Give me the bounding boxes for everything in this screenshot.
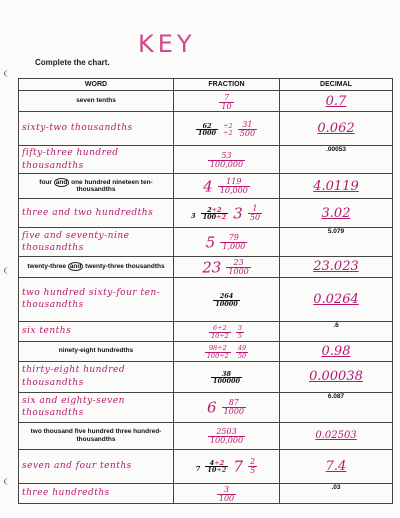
binder-hole-mark [4, 478, 14, 485]
fraction-cell: 23 $\frac{23}{1000}$ [174, 257, 280, 278]
word-cell: ninety-eight hundredths [19, 341, 174, 361]
page-title: KEY [138, 30, 196, 58]
binder-hole-mark [4, 267, 14, 274]
fraction-cell: $\frac{264}{10000}$ [174, 277, 280, 321]
table-row [19, 146, 393, 174]
fraction-cell: $\frac{98\div 2}{100\div 2}$ $\frac{49}{50}$ [174, 341, 280, 361]
word-cell: three hundredths [19, 483, 174, 503]
decimal-cell: 0.02503 [280, 422, 393, 449]
word-cell: six tenths [19, 321, 174, 341]
table-row [19, 449, 393, 483]
word-cell: twenty-three and twenty-three thousandths [19, 257, 174, 278]
binder-hole-mark [4, 70, 14, 77]
table-row [19, 257, 393, 278]
fraction-cell: 5 $\frac{79}{1,000}$ [174, 228, 280, 257]
decimal-cell: .6 [280, 321, 393, 341]
table-row [19, 174, 393, 199]
header-word: WORD [19, 79, 174, 91]
table-row [19, 91, 393, 112]
decimal-cell: 4.0119 [280, 174, 393, 199]
table-row [19, 112, 393, 146]
fraction-cell: $\frac{53}{100,000}$ [174, 146, 280, 174]
table-row [19, 199, 393, 228]
table-row [19, 228, 393, 257]
decimal-cell: 0.00038 [280, 361, 393, 392]
fraction-cell: $\frac{6\div 2}{10\div 2}$ $\frac{3}{5}$ [174, 321, 280, 341]
word-cell: two hundred sixty-four ten-thousandths [19, 277, 174, 321]
fraction-cell: $\frac{7}{10}$ [174, 91, 280, 112]
table-row [19, 341, 393, 361]
word-cell: six and eighty-seven thousandths [19, 392, 174, 422]
fraction-cell: 7 $\frac{4\div 2}{10\div 2}$ 7 $\frac{2}{5}$ [174, 449, 280, 483]
conversion-chart [18, 78, 393, 504]
instructions: Complete the chart. [35, 58, 110, 67]
table-row [19, 483, 393, 503]
fraction-cell: $\frac{3}{100}$ [174, 483, 280, 503]
fraction-cell: $\frac{38}{100000}$ [174, 361, 280, 392]
decimal-cell: 0.7 [280, 91, 393, 112]
decimal-cell: 3.02 [280, 199, 393, 228]
word-cell: four and one hundred nineteen ten-thousandths [19, 174, 174, 199]
decimal-cell: 0.062 [280, 112, 393, 146]
table-row [19, 422, 393, 449]
decimal-cell: 0.98 [280, 341, 393, 361]
header-row [19, 79, 393, 91]
fraction-cell: 4 $\frac{119}{10,000}$ [174, 174, 280, 199]
table-row [19, 361, 393, 392]
word-cell: seven tenths [19, 91, 174, 112]
fraction-cell: $\frac{62}{1000}$ ÷2 ÷2 $\frac{31}{500}$ [174, 112, 280, 146]
table-row [19, 277, 393, 321]
decimal-cell: 5.079 [280, 228, 393, 257]
decimal-cell: 23.023 [280, 257, 393, 278]
header-decimal: DECIMAL [280, 79, 393, 91]
fraction-cell: $\frac{2503}{100,000}$ [174, 422, 280, 449]
decimal-cell: 0.0264 [280, 277, 393, 321]
fraction-cell: 3 $\frac{2\div 2}{100\div 2}$ 3 $\frac{1}{50}$ [174, 199, 280, 228]
word-cell: fifty-three hundred thousandths [19, 146, 174, 174]
word-cell: five and seventy-nine thousandths [19, 228, 174, 257]
word-cell: two thousand five hundred three hundred-thousandths [19, 422, 174, 449]
decimal-cell: .03 [280, 483, 393, 503]
word-cell: thirty-eight hundred thousandths [19, 361, 174, 392]
table-row [19, 392, 393, 422]
decimal-cell: 6.087 [280, 392, 393, 422]
table-row [19, 321, 393, 341]
header-fraction: FRACTION [174, 79, 280, 91]
decimal-cell: .00053 [280, 146, 393, 174]
decimal-cell: 7.4 [280, 449, 393, 483]
word-cell: sixty-two thousandths [19, 112, 174, 146]
word-cell: three and two hundredths [19, 199, 174, 228]
word-cell: seven and four tenths [19, 449, 174, 483]
fraction-cell: 6 $\frac{87}{1000}$ [174, 392, 280, 422]
